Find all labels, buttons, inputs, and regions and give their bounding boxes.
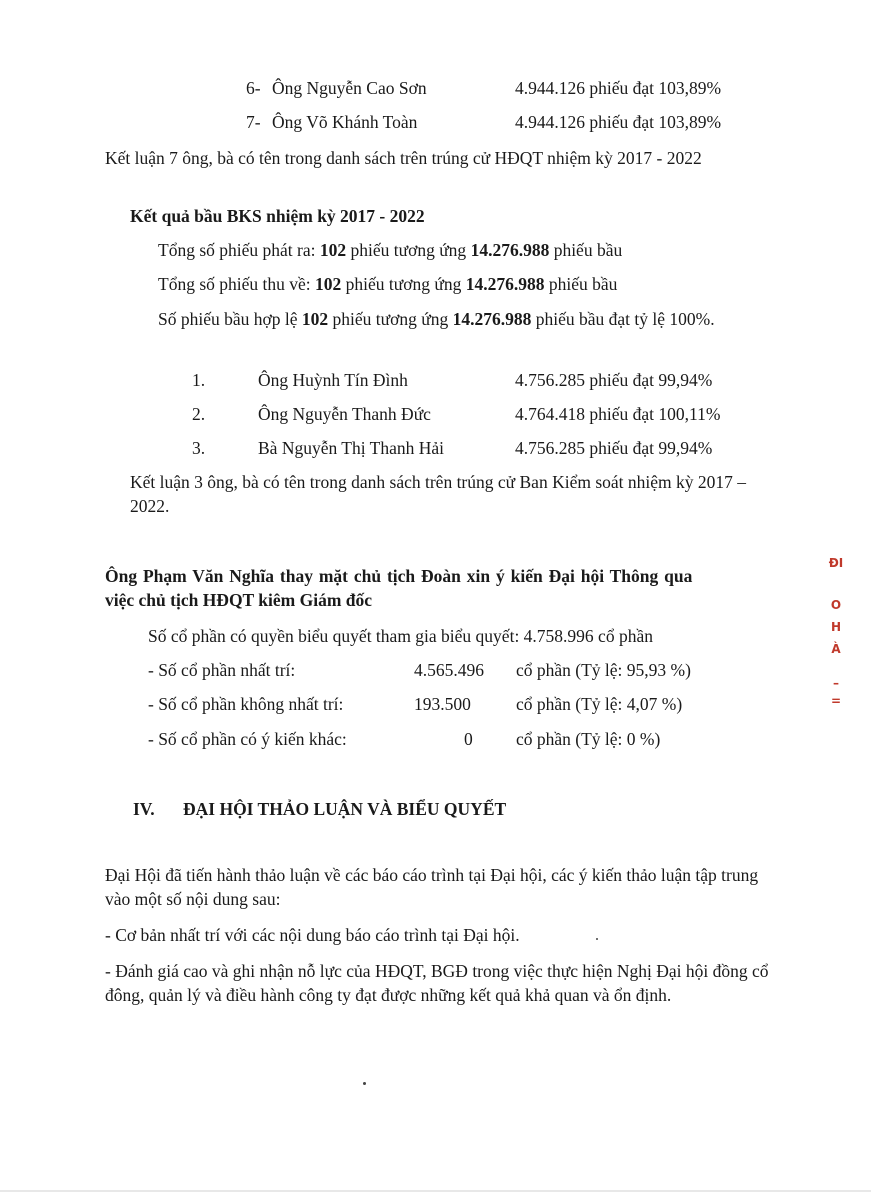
motion-row-value: 193.500 — [414, 694, 471, 714]
bks-candidate-result: 4.764.418 phiếu đạt 100,11% — [515, 404, 721, 424]
bks-candidate-result: 4.756.285 phiếu đạt 99,94% — [515, 370, 713, 390]
section-paragraph: - Cơ bản nhất trí với các nội dung báo cáo trình tại Đại hội. — [105, 925, 520, 945]
stamp-char: = — [830, 694, 842, 708]
hdqt-conclusion: Kết luận 7 ông, bà có tên trong danh sách trên trúng cử HĐQT nhiệm kỳ 2017 - 2022 — [105, 148, 702, 168]
motion-total: Số cổ phần có quyền biểu quyết tham gia biểu quyết: 4.758.996 cổ phần — [148, 626, 653, 646]
motion-row-ratio: cổ phần (Tỷ lệ: 0 %) — [516, 729, 661, 749]
motion-row-ratio: cổ phần (Tỷ lệ: 95,93 %) — [516, 660, 691, 680]
bks-candidate-name: Ông Huỳnh Tín Đình — [258, 370, 408, 390]
bks-candidate-num: 2. — [192, 404, 206, 424]
bks-valid: Số phiếu bầu hợp lệ 102 phiếu tương ứng 14.276.988 phiếu bầu đạt tỷ lệ 100%. — [158, 309, 715, 329]
motion-heading-line2: việc chủ tịch HĐQT kiêm Giám đốc — [105, 590, 373, 610]
hdqt-item-num: 7- — [246, 112, 261, 132]
bks-candidate-name: Ông Nguyễn Thanh Đức — [258, 404, 431, 424]
hdqt-item-result: 4.944.126 phiếu đạt 103,89% — [515, 112, 722, 132]
motion-heading-line1: Ông Phạm Văn Nghĩa thay mặt chủ tịch Đoàn xin ý kiến Đại hội Thông qua — [105, 566, 693, 586]
bks-candidate-num: 1. — [192, 370, 206, 390]
motion-row-label: - Số cổ phần không nhất trí: — [148, 694, 344, 714]
stamp-char: H — [830, 620, 842, 634]
hdqt-item-num: 6- — [246, 78, 261, 98]
stamp-char: O — [830, 598, 842, 612]
bks-collected: Tổng số phiếu thu về: 102 phiếu tương ứng 14.276.988 phiếu bầu — [158, 274, 618, 294]
bks-issued: Tổng số phiếu phát ra: 102 phiếu tương ứng 14.276.988 phiếu bầu — [158, 240, 623, 260]
scan-speck — [596, 938, 598, 940]
section-number: IV. — [133, 799, 155, 819]
bks-candidate-result: 4.756.285 phiếu đạt 99,94% — [515, 438, 713, 458]
bks-candidate-num: 3. — [192, 438, 206, 458]
motion-row-value: 4.565.496 — [414, 660, 484, 680]
stamp-char: À — [831, 642, 841, 656]
section-title: ĐẠI HỘI THẢO LUẬN VÀ BIỂU QUYẾT — [183, 799, 507, 819]
scan-speck — [363, 1082, 366, 1085]
motion-row-ratio: cổ phần (Tỷ lệ: 4,07 %) — [516, 694, 683, 714]
bks-heading: Kết quả bầu BKS nhiệm kỳ 2017 - 2022 — [130, 206, 425, 226]
page-edge — [0, 1190, 871, 1192]
stamp-char: – — [833, 676, 839, 690]
hdqt-item-name: Ông Võ Khánh Toàn — [272, 112, 418, 132]
motion-row-label: - Số cổ phần nhất trí: — [148, 660, 296, 680]
bks-conclusion: Kết luận 3 ông, bà có tên trong danh sách trên trúng cử Ban Kiểm soát nhiệm kỳ 2017 – 2022. — [130, 472, 747, 516]
section-paragraph: - Đánh giá cao và ghi nhận nỗ lực của HĐQT, BGĐ trong việc thực hiện Nghị Đại hội đồng cổ đông, quản lý và điều hành công ty đạt được những kết quả khả quan và ổn định. — [105, 961, 769, 1005]
motion-row-label: - Số cổ phần có ý kiến khác: — [148, 729, 347, 749]
bks-candidate-name: Bà Nguyễn Thị Thanh Hải — [258, 438, 444, 458]
hdqt-item-name: Ông Nguyễn Cao Sơn — [272, 78, 427, 98]
stamp-char: ĐI — [828, 556, 844, 570]
section-paragraph: Đại Hội đã tiến hành thảo luận về các báo cáo trình tại Đại hội, các ý kiến thảo luận tập trung vào một số nội dung sau: — [105, 865, 759, 909]
motion-row-value: 0 — [464, 729, 473, 749]
hdqt-item-result: 4.944.126 phiếu đạt 103,89% — [515, 78, 722, 98]
